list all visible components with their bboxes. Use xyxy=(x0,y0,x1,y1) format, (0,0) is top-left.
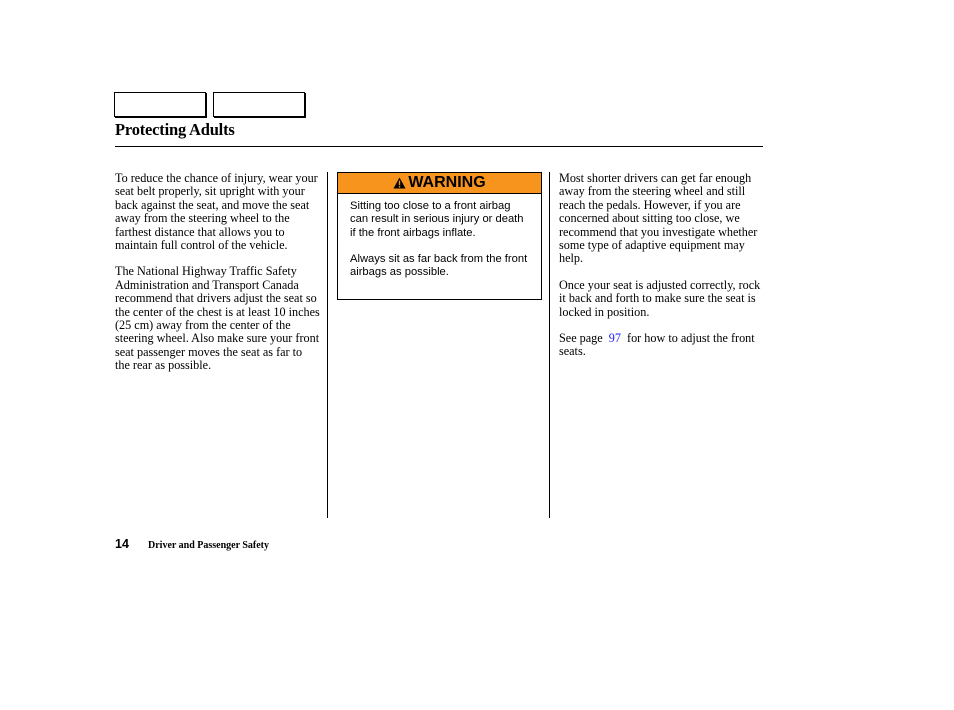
column-divider xyxy=(327,172,328,518)
left-column xyxy=(115,172,320,386)
right-column xyxy=(559,172,765,372)
warning-label: WARNING xyxy=(408,174,486,191)
column-divider xyxy=(549,172,550,518)
see-page-prefix: See page xyxy=(559,331,603,346)
nav-tab-box-1[interactable] xyxy=(114,92,206,117)
body-paragraph: To reduce the chance of injury, wear your seat belt properly, sit upright with your back against the seat, and move the seat away from the steering wheel to the farthest distance that allows you to maintain full control of the vehicle. xyxy=(115,171,318,253)
nav-tab-box-2[interactable] xyxy=(213,92,305,117)
see-page-paragraph xyxy=(559,332,765,359)
see-page-suffix: for how to adjust the front seats. xyxy=(559,331,755,359)
page-title: Protecting Adults xyxy=(115,120,235,139)
warning-body xyxy=(338,194,541,279)
body-paragraph: Most shorter drivers can get far enough away from the steering wheel and still reach the pedals. However, if you are concerned about sitting too close, we recommend that you investigate whether some type of adaptive equipment may help. xyxy=(559,171,758,266)
warning-triangle-icon xyxy=(393,177,406,189)
warning-text: Sitting too close to a front airbag can result in serious injury or death if the front airbags inflate. xyxy=(350,200,524,239)
body-paragraph: The National Highway Traffic Safety Administration and Transport Canada recommend that drivers adjust the seat so the center of the chest is at least 10 inches (25 cm) away from the center of the steering wheel. Also make sure your front seat passenger moves the seat as far to the rear as possible. xyxy=(115,264,320,373)
warning-box xyxy=(337,172,542,300)
title-divider xyxy=(115,146,763,147)
page-link-97[interactable]: 97 xyxy=(608,331,621,346)
section-name: Driver and Passenger Safety xyxy=(148,540,270,551)
warning-header xyxy=(338,173,541,194)
body-paragraph: Once your seat is adjusted correctly, rock it back and forth to make sure the seat is locked in position. xyxy=(559,277,761,319)
page-number: 14 xyxy=(115,537,129,551)
warning-text: Always sit as far back from the front airbags as possible. xyxy=(350,252,528,279)
